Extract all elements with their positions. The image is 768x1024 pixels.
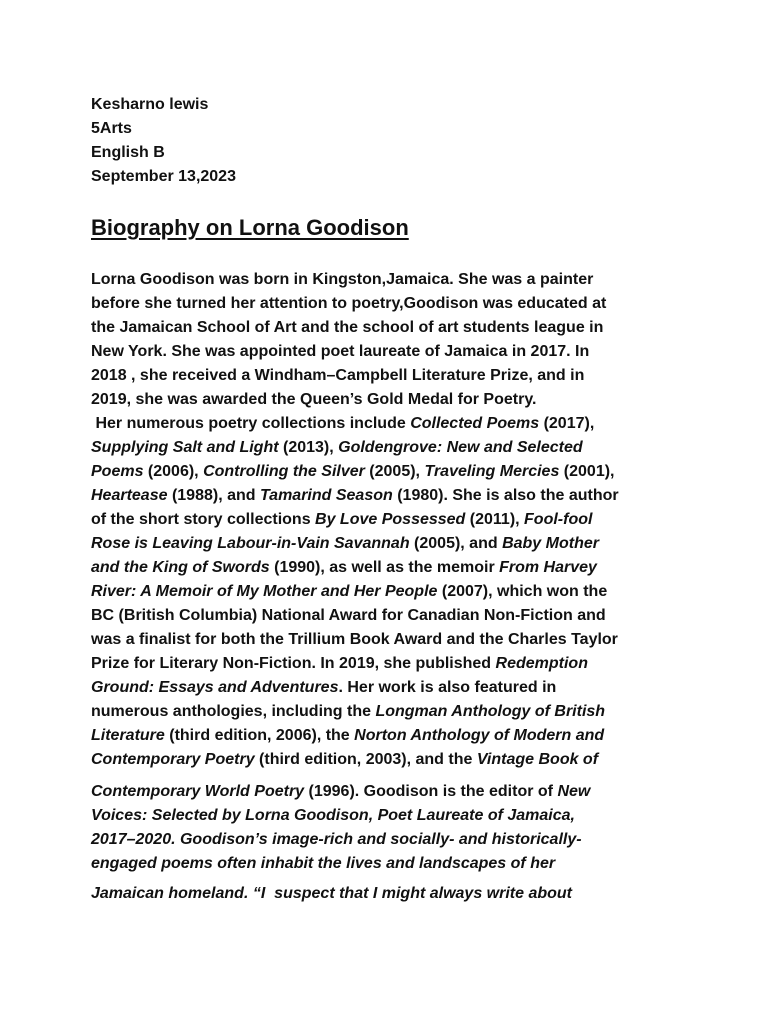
document-title: Biography on Lorna Goodison bbox=[91, 215, 409, 240]
body-line: New York. She was appointed poet laureate of Jamaica in 2017. In bbox=[91, 343, 590, 360]
book-title: Redemption bbox=[495, 655, 588, 672]
book-title: Controlling the Silver bbox=[203, 463, 365, 480]
body-line: numerous anthologies, including the Longman Anthology of British bbox=[91, 703, 606, 720]
body-line: Ground: Essays and Adventures. Her work is also featured in bbox=[91, 679, 557, 696]
body-line: was a finalist for both the Trillium Book Award and the Charles Taylor bbox=[91, 631, 618, 648]
book-title: Heartease bbox=[91, 487, 168, 504]
italic-text: 2017–2020. Goodison’s image-rich and socially- and historically- bbox=[91, 831, 582, 848]
class-name: 5Arts bbox=[91, 120, 132, 137]
body-line: 2019, she was awarded the Queen’s Gold Medal for Poetry. bbox=[91, 391, 537, 408]
book-title: Fool-fool bbox=[524, 511, 593, 528]
body-line: the Jamaican School of Art and the school of art students league in bbox=[91, 319, 604, 336]
document-header bbox=[91, 93, 236, 189]
book-title: By Love Possessed bbox=[315, 511, 466, 528]
book-title: Contemporary Poetry bbox=[91, 751, 255, 768]
book-title: Norton Anthology of Modern and bbox=[354, 727, 605, 744]
book-title: Rose is Leaving Labour-in-Vain Savannah bbox=[91, 535, 410, 552]
body-line bbox=[91, 852, 691, 876]
book-title: Longman Anthology of British bbox=[375, 703, 606, 720]
book-title: Literature bbox=[91, 727, 165, 744]
book-title: Tamarind Season bbox=[259, 487, 393, 504]
book-title: River: A Memoir of My Mother and Her People bbox=[91, 583, 438, 600]
body-line: Her numerous poetry collections include Collected Poems (2017), bbox=[91, 415, 595, 432]
book-title: Traveling Mercies bbox=[424, 463, 560, 480]
body-line: Contemporary Poetry (third edition, 2003), and the Vintage Book of bbox=[91, 751, 599, 768]
body-line bbox=[91, 882, 691, 906]
body-line: River: A Memoir of My Mother and Her People (2007), which won the bbox=[91, 583, 608, 600]
book-title: Poems bbox=[91, 463, 144, 480]
book-title: Collected Poems bbox=[410, 415, 540, 432]
body-line: of the short story collections By Love Possessed (2011), Fool-fool bbox=[91, 511, 593, 528]
body-line: Lorna Goodison was born in Kingston,Jamaica. She was a painter bbox=[91, 271, 594, 288]
book-title: Vintage Book of bbox=[476, 751, 599, 768]
book-title: Baby Mother bbox=[502, 535, 599, 552]
body-line: Heartease (1988), and Tamarind Season (1980). She is also the author bbox=[91, 487, 619, 504]
body-line: Supplying Salt and Light (2013), Goldengrove: New and Selected bbox=[91, 439, 583, 456]
book-title: Supplying Salt and Light bbox=[91, 439, 279, 456]
body-line: 2018 , she received a Windham–Campbell Literature Prize, and in bbox=[91, 367, 585, 384]
book-title: Goldengrove: New and Selected bbox=[338, 439, 583, 456]
body-line: Prize for Literary Non-Fiction. In 2019, she published Redemption bbox=[91, 655, 588, 672]
body-line: and the King of Swords (1990), as well as the memoir From Harvey bbox=[91, 559, 597, 576]
subject-name: English B bbox=[91, 144, 165, 161]
book-title: Ground: Essays and Adventures bbox=[91, 679, 339, 696]
italic-text: engaged poems often inhabit the lives and landscapes of her bbox=[91, 855, 556, 872]
body-line: before she turned her attention to poetry,Goodison was educated at bbox=[91, 295, 607, 312]
body-line: Contemporary World Poetry (1996). Goodison is the editor of New bbox=[91, 783, 591, 800]
body-line: Rose is Leaving Labour-in-Vain Savannah (2005), and Baby Mother bbox=[91, 535, 599, 552]
book-title: From Harvey bbox=[499, 559, 597, 576]
author-name: Kesharno lewis bbox=[91, 96, 209, 113]
body-line bbox=[91, 828, 691, 852]
book-title: Voices: Selected by Lorna Goodison, Poet Laureate of Jamaica, bbox=[91, 807, 575, 824]
document-date: September 13,2023 bbox=[91, 168, 236, 185]
body-line bbox=[91, 804, 691, 828]
book-title: Contemporary World Poetry bbox=[91, 783, 305, 800]
body-line: Poems (2006), Controlling the Silver (2005), Traveling Mercies (2001), bbox=[91, 463, 615, 480]
book-title: and the King of Swords bbox=[91, 559, 270, 576]
italic-text: Jamaican homeland. “I suspect that I might always write about bbox=[91, 885, 573, 902]
body-line: Literature (third edition, 2006), the Norton Anthology of Modern and bbox=[91, 727, 605, 744]
biography-body bbox=[91, 268, 691, 906]
book-title: New bbox=[557, 783, 591, 800]
body-line: BC (British Columbia) National Award for Canadian Non-Fiction and bbox=[91, 607, 606, 624]
